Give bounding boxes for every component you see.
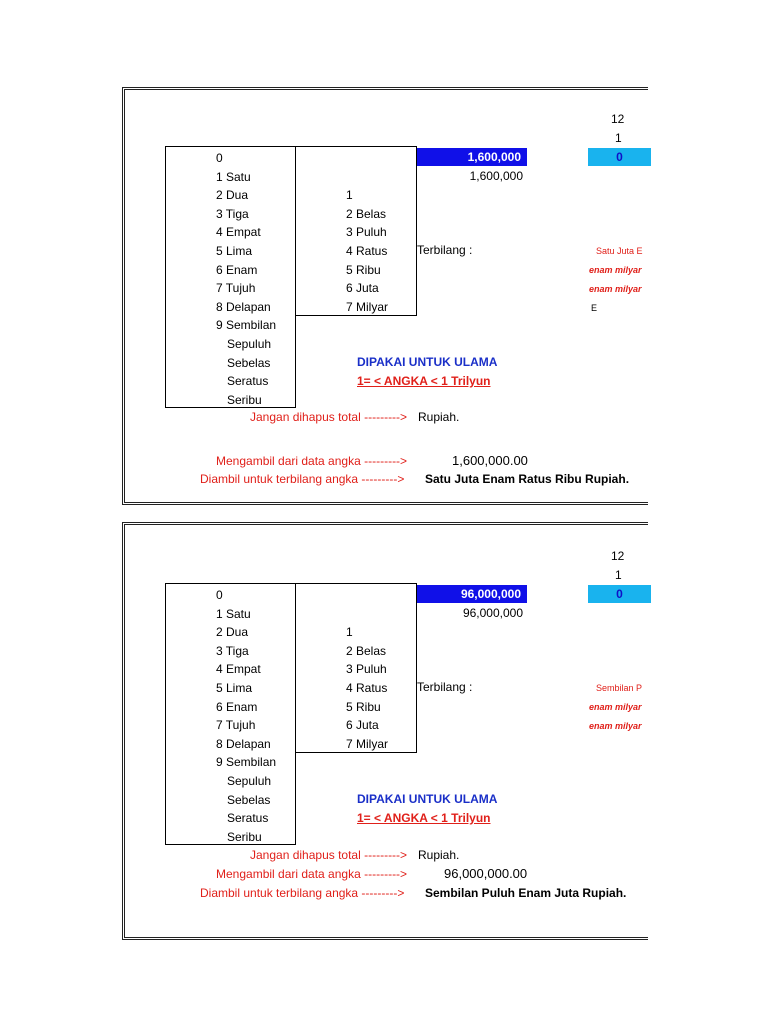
unit-item: 2 Belas (346, 206, 387, 221)
section-range: 1= < ANGKA < 1 Trilyun (357, 811, 491, 825)
digit-item: 4 Empat (216, 225, 261, 240)
digit-item: 5 Lima (216, 244, 253, 258)
digit-item: 3 Tiga (216, 643, 249, 658)
digit-item: 0 (216, 588, 223, 602)
row-number-a: 12 (611, 112, 625, 126)
worksheet-panel-2 (122, 522, 648, 940)
warn-value: Rupiah. (418, 848, 460, 862)
digit-list-box (165, 146, 296, 408)
digit-item: 8 Delapan (216, 299, 271, 314)
cyan-value-cell[interactable]: 0 (588, 148, 651, 166)
side-text-2: enam milyar (589, 702, 642, 712)
side-text-1: Satu Juta E (596, 246, 643, 256)
digit-item: 2 Dua (216, 188, 249, 203)
unit-item: 6 Juta (346, 281, 379, 296)
warn-label: Jangan dihapus total ---------> (250, 848, 408, 862)
result-value: Sembilan Puluh Enam Juta Rupiah. (425, 886, 627, 900)
unit-item: 1 (346, 625, 353, 640)
unit-item: 5 Ribu (346, 699, 381, 714)
value-plain-cell: 96,000,000 (462, 606, 523, 620)
worksheet-panel-1 (122, 87, 648, 505)
unit-item: 4 Ratus (346, 681, 388, 695)
side-text-1: Sembilan P (596, 683, 643, 693)
warn-value: Rupiah. (418, 410, 460, 424)
digit-item: 6 Enam (216, 699, 258, 714)
digit-item: 2 Dua (216, 625, 249, 640)
digit-item: Sepuluh (227, 774, 272, 788)
digit-item: 1 Satu (216, 169, 251, 184)
unit-item: 5 Ribu (346, 262, 381, 277)
digit-item: Seratus (227, 811, 269, 826)
unit-item: 3 Puluh (346, 225, 387, 240)
digit-item: Seribu (227, 392, 262, 407)
unit-item: 6 Juta (346, 718, 379, 733)
take-label: Mengambil dari data angka ---------> (216, 867, 408, 881)
result-label: Diambil untuk terbilang angka ---------> (200, 886, 405, 900)
value-plain-cell: 1,600,000 (469, 169, 523, 183)
digit-item: Seribu (227, 829, 262, 844)
section-title: DIPAKAI UNTUK ULAMA (357, 355, 498, 369)
take-value: 1,600,000.00 (452, 453, 528, 468)
unit-item: 7 Milyar (346, 736, 389, 751)
unit-item: 7 Milyar (346, 299, 389, 314)
terbilang-label: Terbilang : (417, 680, 473, 694)
digit-item: 9 Sembilan (216, 318, 277, 333)
row-number-a: 12 (611, 549, 625, 563)
digit-item: Seratus (227, 374, 269, 389)
cyan-value-cell[interactable]: 0 (588, 585, 651, 603)
digit-item: 4 Empat (216, 662, 261, 677)
result-value: Satu Juta Enam Ratus Ribu Rupiah. (425, 472, 630, 486)
digit-item: Sebelas (227, 792, 271, 807)
value-highlight-cell[interactable]: 96,000,000 (417, 585, 527, 603)
digit-item: Sepuluh (227, 337, 272, 351)
digit-item: 6 Enam (216, 262, 258, 277)
unit-list-box (295, 583, 417, 753)
side-text-3: enam milyar (589, 721, 642, 731)
terbilang-label: Terbilang : (417, 243, 473, 257)
digit-item: 3 Tiga (216, 206, 249, 221)
digit-item: 9 Sembilan (216, 755, 277, 770)
result-label: Diambil untuk terbilang angka ---------> (200, 472, 405, 486)
unit-item: 4 Ratus (346, 244, 388, 258)
warn-label: Jangan dihapus total ---------> (250, 410, 408, 424)
unit-item: 3 Puluh (346, 662, 387, 677)
section-title: DIPAKAI UNTUK ULAMA (357, 792, 498, 806)
side-text-2: enam milyar (589, 265, 642, 275)
unit-item: 2 Belas (346, 643, 387, 658)
row-number-b: 1 (615, 131, 622, 145)
side-text-3: enam milyar (589, 284, 642, 294)
digit-list-box (165, 583, 296, 845)
section-range: 1= < ANGKA < 1 Trilyun (357, 374, 491, 388)
unit-list-box (295, 146, 417, 316)
digit-item: Sebelas (227, 355, 271, 370)
digit-item: 0 (216, 151, 223, 165)
digit-item: 5 Lima (216, 681, 253, 695)
take-value: 96,000,000.00 (444, 866, 528, 881)
value-highlight-cell[interactable]: 1,600,000 (417, 148, 527, 166)
digit-item: 1 Satu (216, 606, 251, 621)
take-label: Mengambil dari data angka ---------> (216, 454, 408, 468)
digit-item: 8 Delapan (216, 736, 271, 751)
digit-item: 7 Tujuh (216, 281, 256, 296)
side-text-4: E (591, 303, 598, 313)
unit-item: 1 (346, 188, 353, 203)
row-number-b: 1 (615, 568, 622, 582)
digit-item: 7 Tujuh (216, 718, 256, 733)
